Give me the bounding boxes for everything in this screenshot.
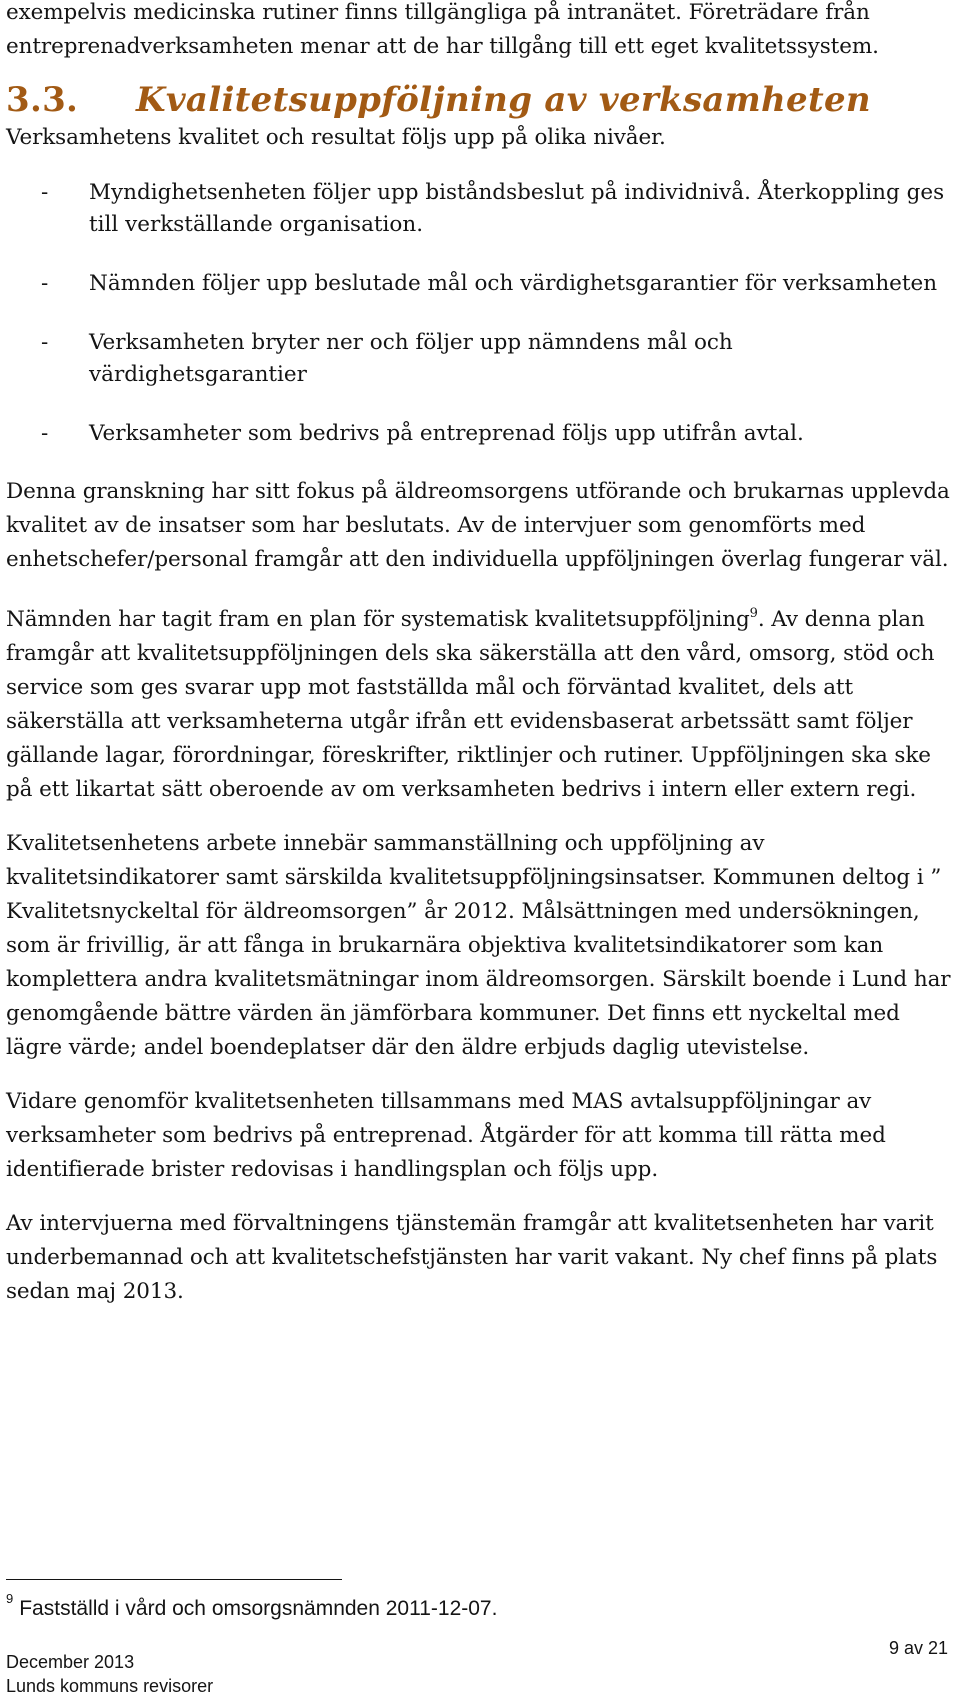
intro-line-2: entreprenadverksamheten menar att de har tillgång till ett eget kvalitetssystem. (6, 34, 879, 59)
footnote-reference[interactable]: 9 (749, 606, 758, 621)
section-number: 3.3. (6, 80, 79, 120)
bullet-text: Nämnden följer upp beslutade mål och värdighetsgarantier för verksamheten (89, 271, 938, 296)
section-heading (6, 79, 952, 121)
footnote (6, 1584, 497, 1624)
bullet-item (6, 327, 952, 391)
paragraph-intervjuer: Av intervjuerna med förvaltningens tjänstemän framgår att kvalitetsenheten har varit underbemannad och att kvalitetschefstjänsten har varit vakant. Ny chef finns på plats sedan maj 2013. (6, 1211, 938, 1304)
bullet-dash: - (41, 421, 49, 446)
section-title: Kvalitetsuppföljning av verksamheten (136, 80, 871, 120)
bullet-dash: - (41, 330, 49, 355)
bullet-list (6, 177, 952, 450)
footnote-text: Fastställd i vård och omsorgsnämnden 2011-12-07. (19, 1597, 498, 1620)
paragraph-plan-start: Nämnden har tagit fram en plan för systematisk kvalitetsuppföljning (6, 607, 750, 632)
bullet-text: Myndighetsenheten följer upp biståndsbeslut på individnivå. Återkoppling ges till verkställande organisation. (89, 180, 945, 237)
document-page (6, 0, 952, 1309)
bullet-item (6, 418, 952, 450)
paragraph-plan (6, 597, 952, 807)
paragraph-avtalsuppfoljning: Vidare genomför kvalitetsenheten tillsammans med MAS avtalsuppföljningar av verksamheter som bedrivs på entreprenad. Åtgärder för att komma till rätta med identifierade brister redovisas i handlingsplan och följs upp. (6, 1089, 886, 1182)
paragraph-plan-end: . Av denna plan framgår att kvalitetsuppföljningen dels ska säkerställa att den vård, omsorg, stöd och service som ges svarar upp mot fastställda mål och förväntad kvalitet, dels att säkerställa att verksamheterna utgår ifrån ett evidensbaserat arbetssätt samt följer gällande lagar, förordningar, föreskrifter, riktlinjer och rutiner. Uppföljningen ska ske på ett likartat sätt oberoende av om verksamheten bedrivs i intern eller extern regi. (6, 607, 935, 802)
bullet-dash: - (41, 271, 49, 296)
page-number: 9 av 21 (888, 1638, 948, 1658)
bullet-item (6, 177, 952, 241)
footnote-number: 9 (6, 1591, 14, 1606)
page-footer (6, 1650, 213, 1698)
footnote-divider (6, 1579, 342, 1580)
intro-line-1: exempelvis medicinska rutiner finns tillgängliga på intranätet. Företrädare från (6, 0, 870, 25)
footer-organization: Lunds kommuns revisorer (6, 1676, 214, 1696)
bullet-text: Verksamheten bryter ner och följer upp nämndens mål och värdighetsgarantier (89, 330, 733, 387)
paragraph-granskning: Denna granskning har sitt fokus på äldreomsorgens utförande och brukarnas upplevda kvalitet av de insatser som har beslutats. Av de intervjuer som genomförts med enhetschefer/personal framgår att den individuella uppföljningen överlag fungerar väl. (6, 479, 950, 572)
footer-date: December 2013 (6, 1652, 135, 1672)
paragraph-kvalitetsenhet: Kvalitetsenhetens arbete innebär sammanställning och uppföljning av kvalitetsindikatorer samt särskilda kvalitetsuppföljningsinsatser. Kommunen deltog i ” Kvalitetsnyckeltal för äldreomsorgen” år 2012. Målsättningen med undersökningen, som är frivillig, är att fånga in brukarnära objektiva kvalitetsindikatorer som kan komplettera andra kvalitetsmätningar inom äldreomsorgen. Särskilt boende i Lund har genomgående bättre värden än jämförbara kommuner. Det finns ett nyckeltal med lägre värde; andel boendeplatser där den äldre erbjuds daglig utevistelse. (6, 831, 951, 1060)
bullet-text: Verksamheter som bedrivs på entreprenad följs upp utifrån avtal. (89, 421, 804, 446)
section-lead: Verksamhetens kvalitet och resultat följs upp på olika nivåer. (6, 125, 666, 150)
bullet-dash: - (41, 180, 49, 205)
intro-paragraph (6, 0, 952, 64)
bullet-item (6, 268, 952, 300)
